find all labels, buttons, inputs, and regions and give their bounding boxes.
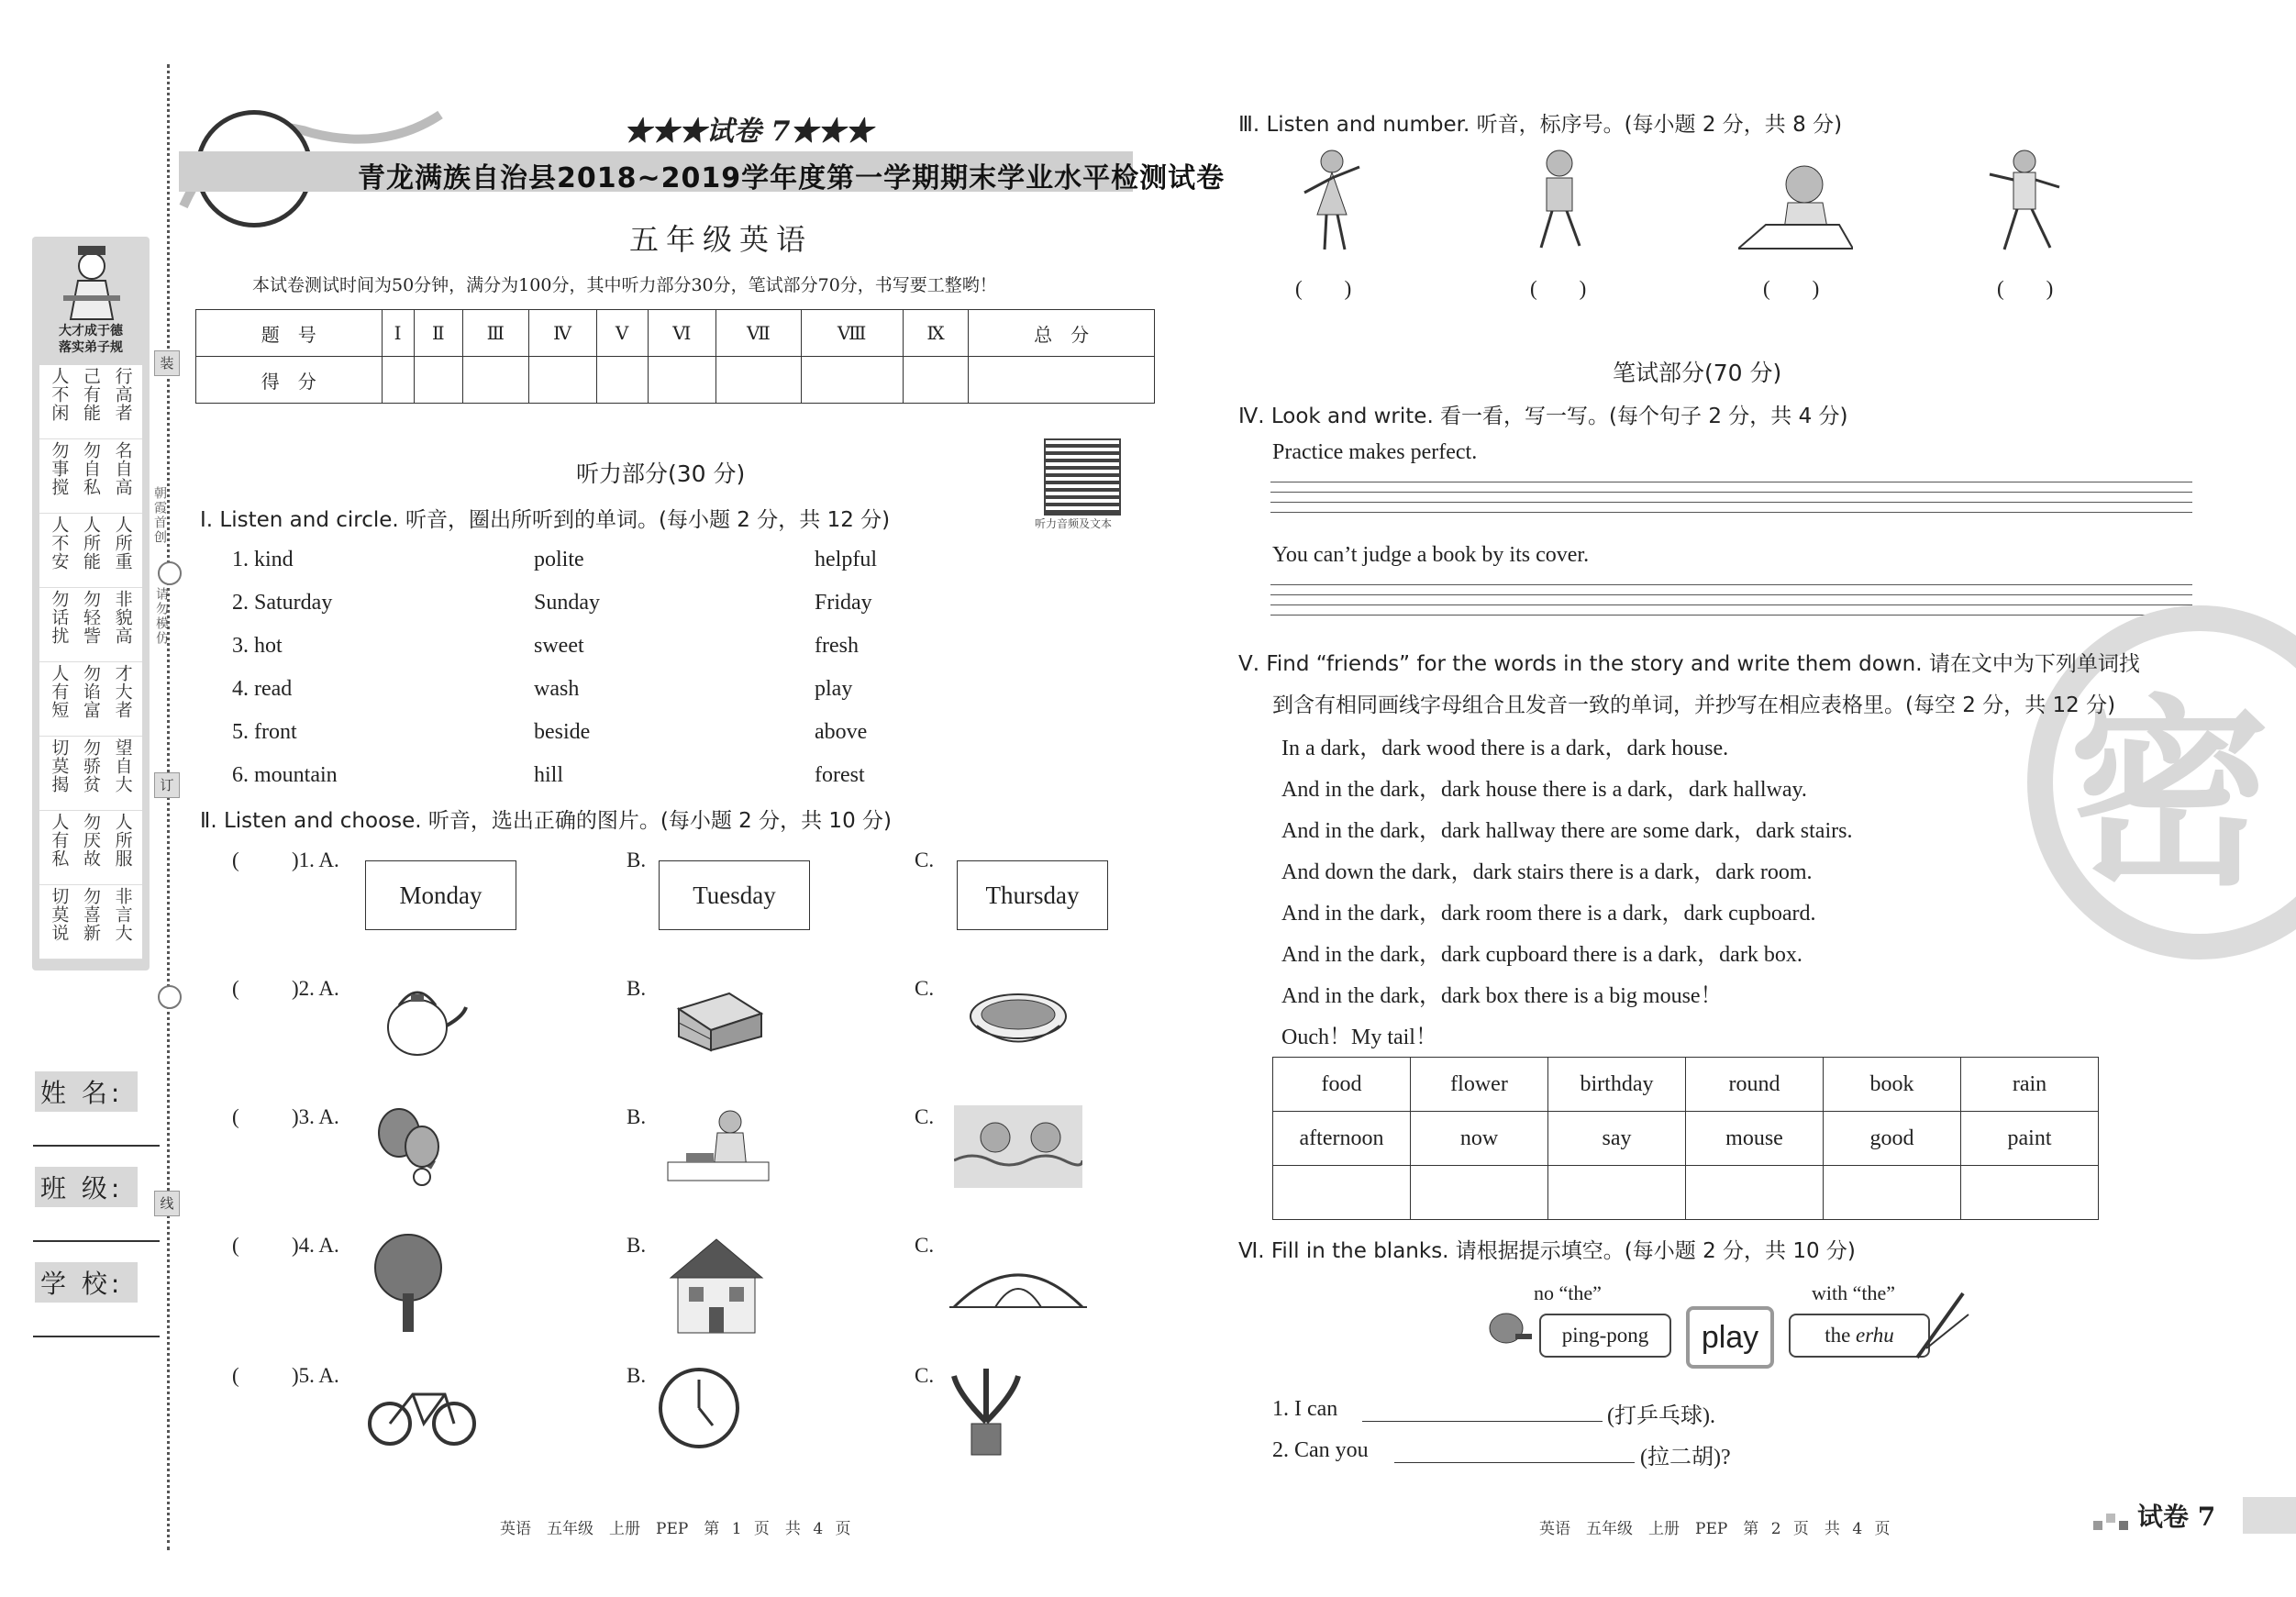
option-tuesday: Tuesday — [659, 860, 810, 930]
answer-cell[interactable] — [1686, 1166, 1824, 1220]
score-header-cell: Ⅷ — [801, 310, 903, 357]
q1-word-option[interactable]: 1. kind — [232, 548, 294, 571]
q2-option-b-label: B. — [627, 977, 647, 1000]
q6-s1-hint: (打乒乓球). — [1607, 1404, 1715, 1428]
motto-column: 勿谄富 — [80, 664, 101, 719]
q2-option-c-label: C. — [915, 848, 935, 871]
motto-column: 己有能 — [80, 367, 101, 422]
school-label: 学 校: — [35, 1262, 138, 1303]
q6-s2-start: 2. Can you — [1272, 1438, 1369, 1462]
qr-code[interactable] — [1044, 438, 1121, 516]
word-cell: say — [1548, 1112, 1686, 1166]
q2-option-b-label: B. — [627, 848, 647, 871]
score-entry-cell[interactable] — [596, 357, 648, 404]
story-line: And in the dark，dark house there is a dark，dark hallway. — [1281, 778, 1807, 802]
q1-word-option[interactable]: 3. hot — [232, 634, 283, 658]
motto-row — [39, 439, 142, 514]
story-line: And in the dark，dark box there is a big mouse！ — [1281, 984, 1723, 1008]
score-header-cell: Ⅸ — [903, 310, 969, 357]
score-entry-cell[interactable] — [648, 357, 715, 404]
q5-title-line1: Ⅴ. Find “friends” for the words in the story and write them down. 请在文中为下列单词找 — [1238, 652, 2140, 676]
binding-hole — [158, 561, 182, 585]
q2-answer-paren[interactable]: ( — [232, 1105, 239, 1128]
q1-word-option[interactable]: polite — [534, 548, 584, 571]
erhu-word: erhu — [1856, 1324, 1894, 1347]
motto-row — [39, 365, 142, 439]
name-field[interactable] — [33, 1145, 160, 1147]
story-line: And in the dark，dark room there is a dark，dark cupboard. — [1281, 902, 1816, 926]
binding-note-1: 朝霞首创 — [152, 486, 167, 545]
motto-column: 人不闲 — [49, 367, 70, 422]
bridge-icon — [949, 1252, 1087, 1316]
motto-column: 望自大 — [112, 738, 133, 793]
house-icon — [665, 1234, 768, 1336]
motto-column: 名自高 — [112, 441, 133, 496]
ping-pong-paddles-icon — [372, 1105, 463, 1188]
motto-panel — [32, 237, 150, 970]
erhu-prefix: the — [1825, 1324, 1857, 1347]
motto-column: 非貌高 — [112, 590, 133, 645]
motto-column: 勿事搅 — [49, 441, 70, 496]
story-line: Ouch！My tail！ — [1281, 1026, 1437, 1049]
q3-answer-blank-2[interactable]: ( ) — [1530, 277, 1587, 300]
motto-column: 勿喜新 — [80, 887, 101, 942]
erhu-instrument-icon — [1908, 1289, 1972, 1362]
class-label: 班 级: — [35, 1167, 138, 1207]
q6-s2-hint: (拉二胡)? — [1640, 1446, 1731, 1469]
answer-cell[interactable] — [1411, 1166, 1548, 1220]
potted-plant-icon — [949, 1367, 1023, 1458]
no-the-label: no “the” — [1534, 1281, 1602, 1304]
play-box: play — [1686, 1306, 1774, 1369]
motto-row — [39, 885, 142, 959]
answer-cell[interactable] — [1824, 1166, 1961, 1220]
q3-answer-blank-1[interactable]: ( ) — [1295, 277, 1352, 300]
motto-column: 人所重 — [112, 516, 133, 571]
writing-heading: 笔试部分(70 分) — [1613, 360, 1782, 386]
motto-column: 非言大 — [112, 887, 133, 942]
q1-word-option[interactable]: 5. front — [232, 720, 297, 744]
story-line: And in the dark，dark hallway there are some dark，dark stairs. — [1281, 819, 1853, 843]
q2-answer-paren[interactable]: ( — [232, 1234, 239, 1257]
ping-pong-paddle-icon — [1488, 1310, 1534, 1350]
q2-item-number: )5. A. — [292, 1364, 339, 1387]
scholar-illustration — [60, 242, 124, 321]
motto-row — [39, 662, 142, 737]
footer-left: 英语 五年级 上册 PEP 第 1 页 共 4 页 — [500, 1520, 851, 1538]
q2-option-b-label: B. — [627, 1364, 647, 1387]
q2-title: Ⅱ. Listen and choose. 听音，选出正确的图片。(每小题 2 分，共 10 分) — [200, 809, 892, 833]
motto-column: 勿轻訾 — [80, 590, 101, 645]
motto-column: 切莫说 — [49, 887, 70, 942]
qr-label: 听力音频及文本 — [1035, 517, 1113, 530]
badge-bar — [2243, 1497, 2296, 1534]
score-entry-cell[interactable] — [969, 357, 1155, 404]
word-cell: afternoon — [1273, 1112, 1411, 1166]
q2-option-c-label: C. — [915, 977, 935, 1000]
motto-column: 勿骄贫 — [80, 738, 101, 793]
q2-item-number: )2. A. — [292, 977, 339, 1000]
word-cell: book — [1824, 1058, 1961, 1112]
score-header-cell: Ⅵ — [648, 310, 715, 357]
motto-column: 人有私 — [49, 813, 70, 868]
answer-cell[interactable] — [1273, 1166, 1411, 1220]
story-line: And down the dark，dark stairs there is a dark，dark room. — [1281, 860, 1813, 884]
q3-answer-blank-3[interactable]: ( ) — [1763, 277, 1820, 300]
motto-title: 大才成于德 落实弟子规 — [59, 324, 123, 355]
q4-writing-lines-2[interactable] — [1270, 575, 2192, 616]
motto-row — [39, 514, 142, 588]
q5-title-line2: 到含有相同画线字母组合且发音一致的单词，并抄写在相应表格里。(每空 2 分，共 12 分) — [1272, 693, 2116, 717]
teapot-icon — [376, 980, 468, 1060]
with-the-label: with “the” — [1812, 1281, 1896, 1304]
answer-cell[interactable] — [1961, 1166, 2099, 1220]
school-field[interactable] — [33, 1336, 160, 1337]
score-entry-cell[interactable] — [528, 357, 596, 404]
q2-answer-paren[interactable]: ( — [232, 1364, 239, 1387]
q1-word-option[interactable]: wash — [534, 677, 580, 701]
q6-title: Ⅵ. Fill in the blanks. 请根据提示填空。(每小题 2 分，共 10 分) — [1238, 1239, 1856, 1263]
word-cell: food — [1273, 1058, 1411, 1112]
badge-decoration — [2093, 1508, 2134, 1530]
motto-row — [39, 737, 142, 811]
word-row-2 — [1273, 1112, 2099, 1166]
q3-title: Ⅲ. Listen and number. 听音，标序号。(每小题 2 分，共 8 分) — [1238, 113, 1843, 137]
word-cell: mouse — [1686, 1112, 1824, 1166]
motto-column: 勿话扰 — [49, 590, 70, 645]
score-header-row — [196, 310, 1155, 357]
score-table — [195, 309, 1155, 404]
q1-word-option[interactable]: above — [815, 720, 868, 744]
q1-word-option[interactable]: Sunday — [534, 591, 600, 615]
q2-item-number: )3. A. — [292, 1105, 339, 1128]
paper-badge: 试卷 7 — [2137, 1502, 2216, 1532]
binding-char-2: 订 — [154, 772, 180, 798]
exam-instructions: 本试卷测试时间为50分钟，满分为100分，其中听力部分30分，笔试部分70分，书写要工整哟！ — [252, 275, 997, 295]
girl-drawing-icon — [1738, 161, 1853, 261]
listening-heading: 听力部分(30 分) — [576, 460, 746, 487]
motto-row — [39, 811, 142, 885]
score-entry-cell[interactable] — [462, 357, 528, 404]
q2-answer-paren[interactable]: ( — [232, 977, 239, 1000]
girl-dancing-icon — [1295, 147, 1369, 255]
score-entry-row — [196, 357, 1155, 404]
sandwich-icon — [674, 986, 766, 1055]
motto-column: 人有短 — [49, 664, 70, 719]
motto-column: 勿自私 — [80, 441, 101, 496]
q1-word-option[interactable]: Friday — [815, 591, 872, 615]
q2-answer-paren[interactable]: ( — [232, 848, 239, 871]
q1-word-option[interactable]: beside — [534, 720, 591, 744]
score-entry-cell[interactable] — [903, 357, 969, 404]
score-header-cell: Ⅳ — [528, 310, 596, 357]
word-cell: now — [1411, 1112, 1548, 1166]
word-row-1 — [1273, 1058, 2099, 1112]
q2-option-b-label: B. — [627, 1105, 647, 1128]
clock-icon — [656, 1365, 743, 1452]
tree-icon — [372, 1229, 445, 1335]
grade-subject-title: 五年级英语 — [629, 222, 814, 257]
score-header-cell: Ⅶ — [716, 310, 802, 357]
score-entry-cell[interactable] — [382, 357, 414, 404]
q1-word-option[interactable]: play — [815, 677, 853, 701]
binding-char-1: 装 — [154, 350, 180, 376]
word-cell: good — [1824, 1112, 1961, 1166]
q6-s2-blank[interactable] — [1394, 1462, 1635, 1463]
q2-option-c-label: C. — [915, 1234, 935, 1257]
q4-title: Ⅳ. Look and write. 看一看，写一写。(每个句子 2 分，共 4 分) — [1238, 405, 1848, 428]
score-header-cell: 总 分 — [969, 310, 1155, 357]
score-header-cell: Ⅰ — [382, 310, 414, 357]
bicycle-icon — [367, 1367, 477, 1449]
q4-writing-lines-1[interactable] — [1270, 472, 2192, 513]
motto-row — [39, 588, 142, 662]
q2-item-number: )4. A. — [292, 1234, 339, 1257]
option-thursday: Thursday — [957, 860, 1108, 930]
motto-column: 行高者 — [112, 367, 133, 422]
word-cell: flower — [1411, 1058, 1548, 1112]
q2-option-c-label: C. — [915, 1364, 935, 1387]
motto-column: 才大者 — [112, 664, 133, 719]
q1-word-option[interactable]: sweet — [534, 634, 584, 658]
q4-sentence-2: You can’t judge a book by its cover. — [1272, 543, 1590, 567]
boy-kungfu-icon — [1986, 147, 2064, 255]
score-entry-cell[interactable] — [414, 357, 462, 404]
binding-note-2: 请勿模仿 — [154, 587, 169, 646]
motto-list — [39, 365, 142, 959]
q1-word-option[interactable]: hill — [534, 763, 564, 787]
motto-column: 人不安 — [49, 516, 70, 571]
score-row-label: 得 分 — [196, 357, 383, 404]
q2-option-b-label: B. — [627, 1234, 647, 1257]
score-header-cell: 题 号 — [196, 310, 383, 357]
q4-sentence-1: Practice makes perfect. — [1272, 440, 1478, 464]
score-header-cell: Ⅲ — [462, 310, 528, 357]
q6-s1-blank[interactable] — [1362, 1421, 1603, 1422]
binding-hole — [158, 985, 182, 1009]
girl-running-icon — [1523, 147, 1596, 255]
answer-row — [1273, 1166, 2099, 1220]
q1-word-option[interactable]: helpful — [815, 548, 877, 571]
q5-word-table — [1272, 1057, 2099, 1220]
exam-title: 青龙满族自治县2018~2019学年度第一学期期末学业水平检测试卷 — [358, 162, 1226, 194]
q1-word-option[interactable]: 6. mountain — [232, 763, 338, 787]
q1-title: Ⅰ. Listen and circle. 听音，圈出所听到的单词。(每小题 2 分，共 12 分) — [200, 508, 891, 532]
story-line: In a dark，dark wood there is a dark，dark house. — [1281, 737, 1729, 760]
fold-line — [167, 64, 170, 1550]
binding-char-3: 线 — [154, 1191, 180, 1216]
word-cell: birthday — [1548, 1058, 1686, 1112]
q1-word-option[interactable]: 4. read — [232, 677, 293, 701]
q6-s1-start: 1. I can — [1272, 1397, 1338, 1421]
q3-answer-blank-4[interactable]: ( ) — [1997, 277, 2054, 300]
score-entry-cell[interactable] — [801, 357, 903, 404]
word-cell: round — [1686, 1058, 1824, 1112]
q2-option-c-label: C. — [915, 1105, 935, 1128]
q2-item-number: )1. A. — [292, 848, 339, 871]
kids-swimming-icon — [954, 1105, 1082, 1188]
motto-column: 人所能 — [80, 516, 101, 571]
motto-column: 切莫揭 — [49, 738, 70, 793]
option-monday: Monday — [365, 860, 516, 930]
word-cell: rain — [1961, 1058, 2099, 1112]
confidential-stamp-char: 密 — [2069, 678, 2271, 913]
woman-cooking-icon — [659, 1105, 778, 1197]
paper-number: ★★★试卷 7★★★ — [624, 116, 873, 148]
score-header-cell: Ⅱ — [414, 310, 462, 357]
word-cell: paint — [1961, 1112, 2099, 1166]
ping-pong-bubble: ping-pong — [1539, 1314, 1671, 1358]
food-bowl-icon — [968, 989, 1069, 1053]
q1-word-option[interactable]: forest — [815, 763, 865, 787]
q1-word-option[interactable]: fresh — [815, 634, 859, 658]
motto-column: 勿厌故 — [80, 813, 101, 868]
score-header-cell: Ⅴ — [596, 310, 648, 357]
answer-cell[interactable] — [1548, 1166, 1686, 1220]
motto-column: 人所服 — [112, 813, 133, 868]
name-label: 姓 名: — [35, 1071, 138, 1112]
score-entry-cell[interactable] — [716, 357, 802, 404]
footer-right: 英语 五年级 上册 PEP 第 2 页 共 4 页 — [1539, 1520, 1891, 1538]
q1-word-option[interactable]: 2. Saturday — [232, 591, 333, 615]
story-line: And in the dark，dark cupboard there is a dark，dark box. — [1281, 943, 1802, 967]
class-field[interactable] — [33, 1240, 160, 1242]
